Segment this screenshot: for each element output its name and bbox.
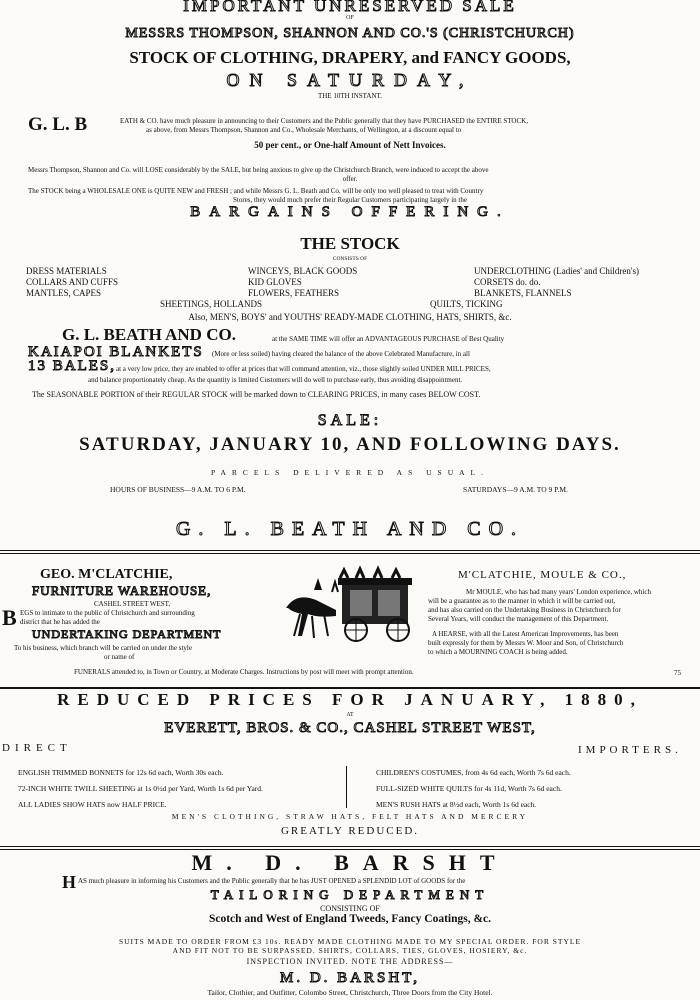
mclatchie-drop-cap: B bbox=[2, 605, 17, 630]
everett-headline: REDUCED PRICES FOR JANUARY, 1880, bbox=[57, 690, 643, 709]
list-item: ENGLISH TRIMMED BONNETS for 12s 6d each, Worth 30s each. bbox=[18, 768, 224, 777]
barsht-suits-line-1: SUITS MADE TO ORDER FROM £3 10s. READY MADE CLOTHING MADE TO MY SPECIAL ORDER. FOR STYLE bbox=[118, 937, 582, 946]
beath-subheadline: MESSRS THOMPSON, SHANNON AND CO.'S (CHRISTCHURCH) bbox=[125, 26, 575, 41]
beath-hours-saturday: SATURDAYS—9 A.M. TO 9 P.M. bbox=[463, 485, 568, 494]
mclatchie-ad-number: 75 bbox=[674, 669, 681, 677]
stock-item: DRESS MATERIALS bbox=[26, 266, 107, 276]
stock-item: WINCEYS, BLACK GOODS bbox=[248, 266, 358, 276]
divider-rule bbox=[0, 687, 700, 689]
hearse-illustration bbox=[278, 562, 428, 646]
stock-item: UNDERCLOTHING (Ladies' and Children's) bbox=[474, 266, 639, 276]
beath-drop-initials: G. L. B bbox=[28, 114, 88, 135]
mclatchie-moule-line-1: Mr MOULE, who has had many years' London experience, which bbox=[466, 588, 651, 596]
bales-line-2: and balance proportionately cheap. As the quantity is limited Customers will do well to purchase early, thus avoiding disappointment. bbox=[88, 376, 463, 384]
beath-headline: IMPORTANT UNRESERVED SALE bbox=[183, 0, 517, 15]
stock-item: FLOWERS, FEATHERS bbox=[248, 288, 340, 298]
everett-firm: EVERETT, BROS. & CO., CASHEL STREET WEST, bbox=[164, 720, 536, 736]
stock-item: CORSETS do. do. bbox=[474, 277, 541, 287]
bales-heading: 13 BALES, bbox=[28, 358, 117, 374]
everett-importers: IMPORTERS. bbox=[578, 744, 682, 756]
stock-list-right bbox=[474, 266, 639, 299]
stock-item: SHEETINGS, HOLLANDS bbox=[160, 299, 262, 309]
stock-item: QUILTS, TICKING bbox=[430, 299, 503, 309]
beath-sale-date: SATURDAY, JANUARY 10, AND FOLLOWING DAYS. bbox=[79, 434, 621, 455]
barsht-tweeds: Scotch and West of England Tweeds, Fancy Coatings, &c. bbox=[208, 913, 492, 925]
stock-list-middle bbox=[248, 266, 357, 299]
mclatchie-hearse-line-2: built expressly for them by Messrs W. Moor and Son, of Christchurch bbox=[428, 639, 624, 647]
list-item: FULL-SIZED WHITE QUILTS for 4s 11d, Worth 7s 6d each. bbox=[376, 784, 562, 793]
barsht-inspection: INSPECTION INVITED. NOTE THE ADDRESS— bbox=[246, 957, 454, 966]
mclatchie-hearse-line-3: to which a MOURNING COACH is being added. bbox=[428, 648, 568, 656]
beath-purchase-line: at the SAME TIME will offer an ADVANTAGEOUS PURCHASE of Best Quality bbox=[272, 335, 505, 343]
barsht-tailoring: TAILORING DEPARTMENT bbox=[210, 887, 490, 902]
mclatchie-business-line-2: or name of bbox=[104, 653, 135, 661]
everett-greatly-reduced: GREATLY REDUCED. bbox=[280, 825, 420, 837]
list-item: MEN'S RUSH HATS at 8½d each, Worth 1s 6d each. bbox=[376, 800, 537, 809]
beath-intro-line-2: as above, from Messrs Thompson, Shannon and Co., Wholesale Merchants, of Wellington, at a discount equal to bbox=[146, 126, 462, 134]
mclatchie-firm: M'CLATCHIE, MOULE & CO., bbox=[458, 569, 627, 581]
mclatchie-undertaking: UNDERTAKING DEPARTMENT bbox=[32, 627, 222, 641]
beath-bargains: BARGAINS OFFERING. bbox=[190, 204, 510, 220]
list-item: ALL LADIES SHOW HATS now HALF PRICE. bbox=[18, 800, 167, 809]
beath-the-stock: THE STOCK bbox=[300, 234, 400, 253]
everett-right-list bbox=[376, 765, 571, 813]
beath-para3-line-2: Stores, they would much prefer their Regular Customers participating largely in the bbox=[233, 196, 467, 204]
beath-sale-heading: SALE: bbox=[317, 412, 383, 429]
beath-para2-line-1: Messrs Thompson, Shannon and Co. will LOSE considerably by the SALE, but being anxious to give up the Christchurch Branch, were induced to accept the above bbox=[28, 166, 489, 174]
barsht-name-2: M. D. BARSHT, bbox=[280, 970, 420, 986]
mclatchie-street: CASHEL STREET WEST, bbox=[94, 600, 171, 608]
beath-firm-name: G. L. BEATH AND CO. bbox=[62, 325, 236, 344]
beath-parcels: PARCELS DELIVERED AS USUAL. bbox=[211, 468, 489, 477]
mclatchie-name: GEO. M'CLATCHIE, bbox=[40, 567, 173, 582]
beath-hours-weekday: HOURS OF BUSINESS—9 A.M. TO 6 P.M. bbox=[110, 485, 246, 494]
mclatchie-funerals: FUNERALS attended to, in Town or Country, at Moderate Charges. Instructions by post will meet with prompt attention. bbox=[74, 668, 414, 676]
beath-discount: 50 per cent., or One-half Amount of Nett Invoices. bbox=[254, 140, 446, 150]
beath-intro-line-1: EATH & CO. have much pleasure in announcing to their Customers and the Public generally that they have PURCHASED the ENTIRE STOCK, bbox=[120, 117, 528, 125]
beath-stock-heading: STOCK OF CLOTHING, DRAPERY, and FANCY GOODS, bbox=[129, 48, 571, 67]
barsht-consisting: CONSISTING OF bbox=[320, 904, 380, 913]
beath-signature: G. L. BEATH AND CO. bbox=[175, 518, 525, 540]
barsht-address: Tailor, Clothier, and Outfitter, Colombo Street, Christchurch, Three Doors from the City Hotel. bbox=[207, 988, 493, 997]
mclatchie-warehouse: FURNITURE WAREHOUSE, bbox=[32, 583, 212, 598]
beath-consists-of: CONSISTS OF bbox=[332, 256, 368, 262]
kaiapoi-line: (More or less soiled) having cleared the balance of the above Celebrated Manufacture, in all bbox=[212, 350, 470, 358]
beath-para2-line-2: offer. bbox=[342, 175, 358, 183]
barsht-suits-line-2: AND FIT NOT TO BE SURPASSED. SHIRTS, COLLARS, TIES, GLOVES, HOSIERY, &c. bbox=[172, 946, 528, 955]
list-item: 72-INCH WHITE TWILL SHEETING at 1s 0½d per Yard, Worth 1s 6d per Yard. bbox=[18, 784, 263, 793]
kaiapoi-heading: KAIAPOI BLANKETS bbox=[28, 344, 204, 360]
stock-item: COLLARS AND CUFFS bbox=[26, 277, 119, 287]
list-item: CHILDREN'S COSTUMES, from 4s 6d each, Worth 7s 6d each. bbox=[376, 768, 571, 777]
stock-item: MANTLES, CAPES bbox=[26, 288, 102, 298]
beath-of: OF bbox=[346, 15, 354, 21]
mclatchie-begs-line-2: district that he has added the bbox=[20, 618, 100, 626]
beath-seasonable-line: The SEASONABLE PORTION of their REGULAR STOCK will be marked down to CLEARING PRICES, in many cases BELOW COST. bbox=[32, 390, 481, 399]
beath-saturday-heading: ON SATURDAY, bbox=[226, 70, 474, 90]
bales-line-1: at a very low price, they are enabled to offer at prices that will command attention, viz., those slightly soiled UNDER MILL PRICES, bbox=[116, 365, 491, 373]
everett-direct: DIRECT bbox=[2, 742, 72, 754]
divider-rule bbox=[0, 550, 700, 554]
mclatchie-business-line-1: To his business, which branch will be carried on under the style bbox=[14, 644, 192, 652]
mclatchie-moule-line-4: Several Years, will conduct the management of this Department. bbox=[428, 615, 609, 623]
barsht-intro: AS much pleasure in informing his Customers and the Public generally that he has JUST OPENED a SPLENDID LOT of GOODS for the bbox=[78, 877, 466, 885]
barsht-drop-cap: H bbox=[62, 872, 77, 892]
beath-date: THE 10TH INSTANT. bbox=[317, 92, 383, 100]
mclatchie-hearse-line-1: A HEARSE, with all the Latest American Improvements, has been bbox=[432, 630, 619, 638]
everett-left-list bbox=[18, 765, 263, 813]
stock-item: KID GLOVES bbox=[248, 277, 302, 287]
mclatchie-moule-line-3: and has also carried on the Undertaking Business in Christchurch for bbox=[428, 606, 621, 614]
mclatchie-begs-line-1: EGS to intimate to the public of Christchurch and surrounding bbox=[20, 609, 195, 617]
barsht-name: M. D. BARSHT bbox=[191, 850, 509, 875]
everett-mens-line: MEN'S CLOTHING, STRAW HATS, FELT HATS AND MERCERY bbox=[171, 812, 529, 821]
column-divider bbox=[346, 766, 347, 808]
beath-para3-line-1: The STOCK being a WHOLESALE ONE is QUITE NEW and FRESH ; and while Messrs G. L. Beath and Co. will be only too well pleased to treat with Country bbox=[28, 187, 484, 195]
mclatchie-moule-line-2: will be a guarantee as to the manner in which it will be carried out, bbox=[428, 597, 616, 605]
beath-also-line: Also, MEN'S, BOYS' and YOUTHS' READY-MADE CLOTHING, HATS, SHIRTS, &c. bbox=[188, 312, 512, 322]
stock-item: BLANKETS, FLANNELS bbox=[474, 288, 572, 298]
stock-list-left bbox=[26, 266, 118, 299]
everett-at: AT bbox=[346, 712, 354, 718]
